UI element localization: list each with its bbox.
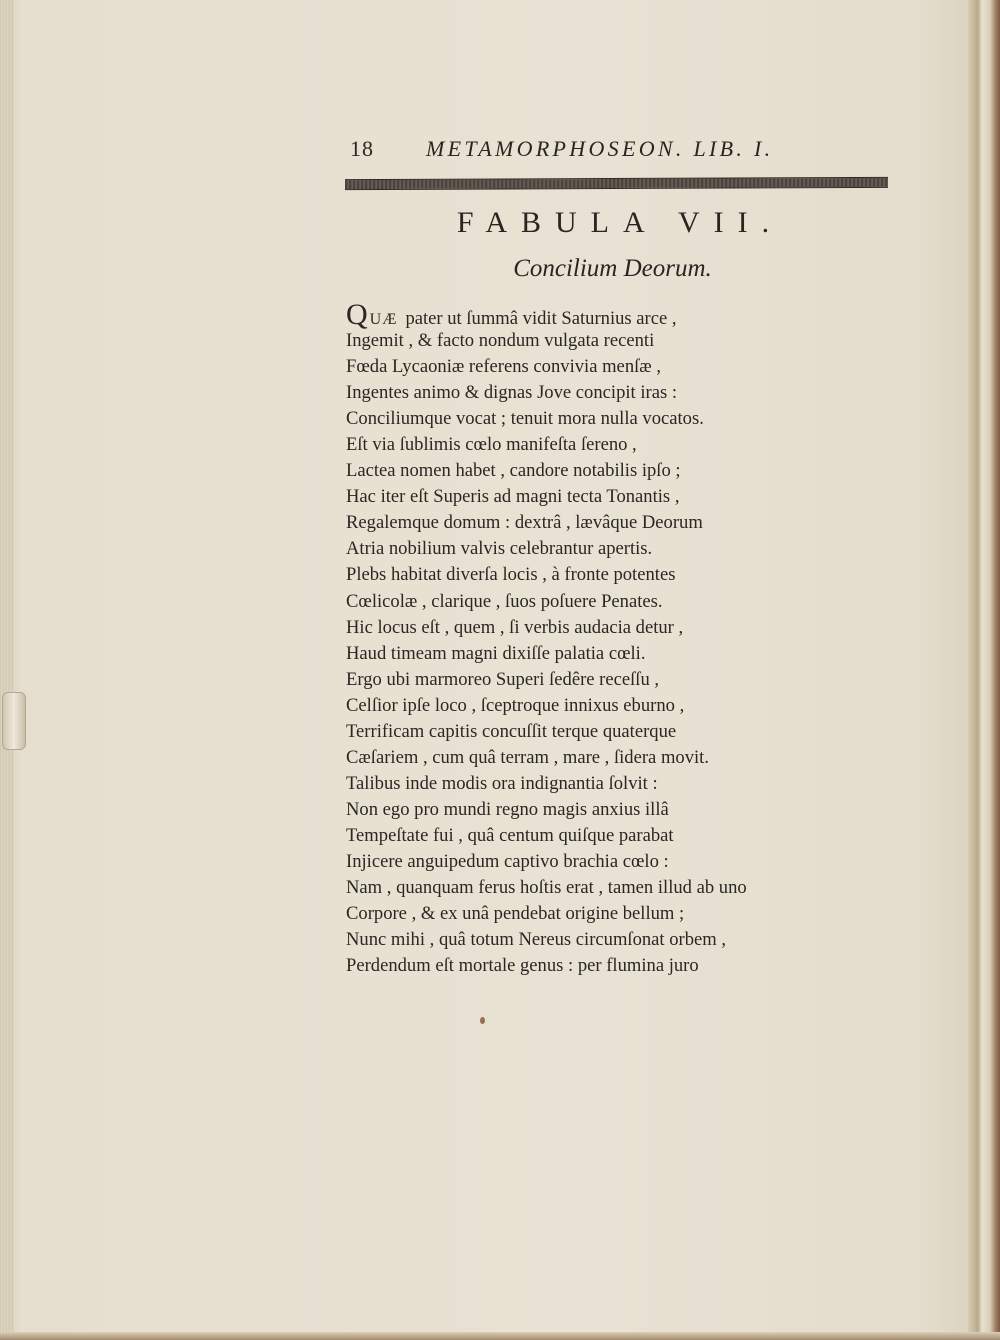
- verse-line: Haud timeam magni dixiſſe palatia cœli.: [346, 642, 646, 664]
- running-header: [350, 136, 820, 166]
- verse-line: Corpore , & ex unâ pendebat origine bellum ;: [346, 903, 685, 925]
- verse-line: Nunc mihi , quâ totum Nereus circumſonat orbem ,: [346, 929, 727, 951]
- verse-line: Nam , quanquam ferus hoſtis erat , tamen illud ab uno: [346, 877, 747, 899]
- verse-line: Tempeſtate fui , quâ centum quiſque parabat: [346, 824, 674, 846]
- verse-line-first: [346, 298, 826, 331]
- verse-line: Fœda Lycaoniæ referens convivia menſæ ,: [346, 356, 661, 378]
- verse-line: Cœlicolæ , clarique , ſuos poſuere Penates.: [346, 590, 663, 612]
- verse-line: Ergo ubi marmoreo Superi ſedêre receſſu ,: [346, 668, 660, 690]
- verse-line: Cæſariem , cum quâ terram , mare , ſidera movit.: [346, 746, 709, 768]
- verse-line: Eſt via ſublimis cœlo manifeſta ſereno ,: [346, 434, 637, 456]
- verse-line: Talibus inde modis ora indignantia ſolvit :: [346, 772, 658, 794]
- verse-line-text: pater ut ſummâ vidit Saturnius arce ,: [405, 308, 677, 329]
- page-edge-left: [0, 0, 14, 1340]
- verse-line: Perdendum eſt mortale genus : per flumina juro: [346, 955, 699, 977]
- verse-line: Regalemque domum : dextrâ , lævâque Deorum: [346, 512, 703, 534]
- verse-line: Lactea nomen habet , candore notabilis ipſo ;: [346, 460, 681, 482]
- verse-line: Hac iter eſt Superis ad magni tecta Tonantis ,: [346, 486, 680, 508]
- verse-line: Terrificam capitis concuſſit terque quaterque: [346, 720, 677, 742]
- page-bottom-edge: [0, 1332, 1000, 1340]
- verse-line: Celſior ipſe loco , ſceptroque innixus eburno ,: [346, 694, 685, 716]
- verse-line: Conciliumque vocat ; tenuit mora nulla vocatos.: [346, 408, 704, 430]
- page-clip-mark: [2, 692, 26, 750]
- verse-line: Hic locus eſt , quem , ſi verbis audacia detur ,: [346, 616, 684, 638]
- header-ornamental-rule: [345, 177, 888, 190]
- verse-line: Ingentes animo & dignas Jove concipit iras :: [346, 382, 678, 404]
- paper-speck: [480, 1017, 485, 1024]
- drop-cap: Q: [346, 298, 368, 331]
- book-binding-edge: [968, 0, 1000, 1340]
- page-number: 18: [350, 136, 374, 161]
- verse-line: Non ego pro mundi regno magis anxius illâ: [346, 798, 669, 820]
- verse-line: Atria nobilium valvis celebrantur apertis.: [346, 538, 653, 560]
- small-caps-text: UÆ: [369, 311, 398, 328]
- verse-line: Injicere anguipedum captivo brachia cœlo :: [346, 850, 669, 872]
- fable-subtitle: Concilium Deorum.: [513, 255, 712, 282]
- running-title: METAMORPHOSEON. LIB. I.: [426, 136, 774, 161]
- verse-line: Plebs habitat diverſa locis , à fronte potentes: [346, 564, 676, 586]
- verse-line: Ingemit , & facto nondum vulgata recenti: [346, 330, 655, 352]
- fable-title: FABULA VII.: [456, 206, 784, 239]
- verse-block: [346, 298, 826, 979]
